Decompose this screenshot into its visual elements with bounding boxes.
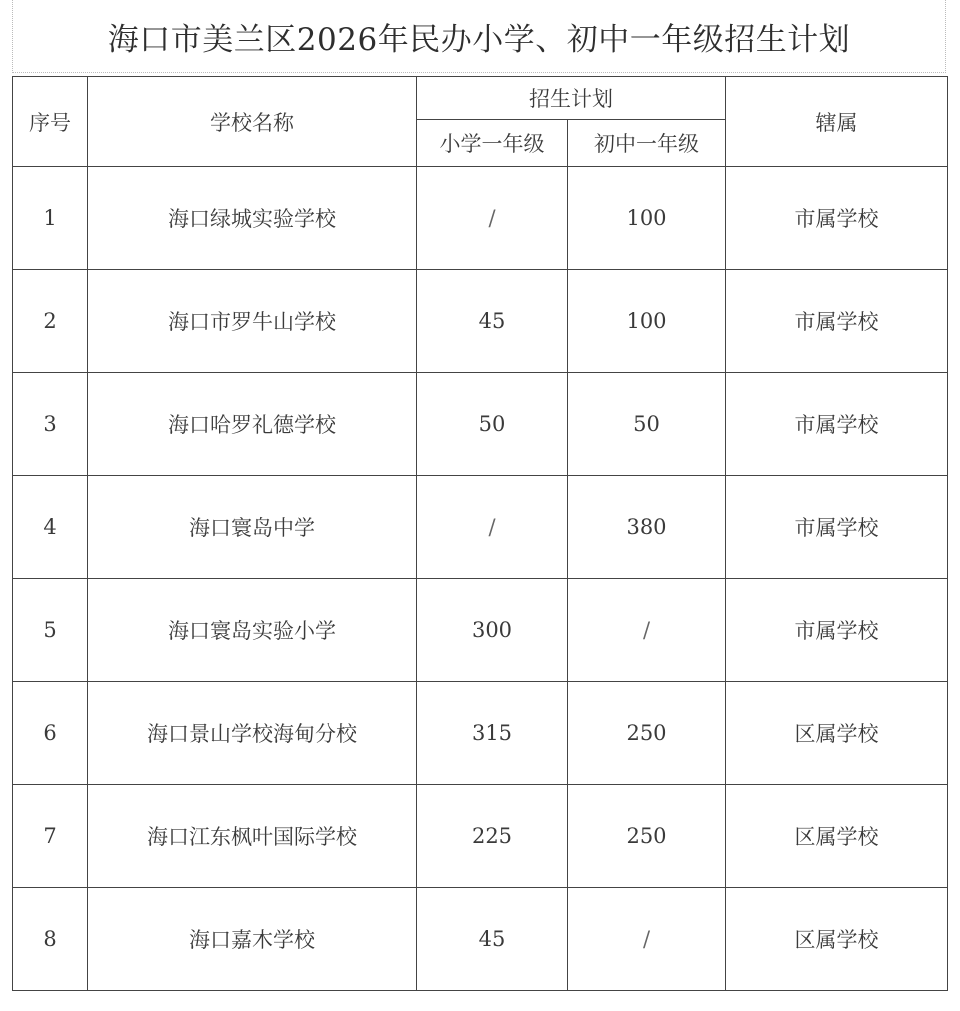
row-school-name: 海口哈罗礼德学校: [88, 373, 417, 476]
row-affiliation: 区属学校: [726, 682, 948, 785]
row-junior-count: /: [568, 888, 726, 991]
table-row: [13, 373, 948, 476]
row-junior-count: 100: [568, 167, 726, 270]
row-index: 3: [13, 373, 88, 476]
table-header-row: [13, 77, 948, 120]
row-affiliation: 区属学校: [726, 888, 948, 991]
row-index: 5: [13, 579, 88, 682]
title-box: [12, 0, 946, 73]
header-school-name: 学校名称: [88, 77, 417, 167]
row-school-name: 海口江东枫叶国际学校: [88, 785, 417, 888]
table-row: [13, 167, 948, 270]
header-junior-grade1: 初中一年级: [568, 120, 726, 167]
row-index: 6: [13, 682, 88, 785]
row-junior-count: 50: [568, 373, 726, 476]
row-primary-count: 45: [417, 888, 568, 991]
header-primary-grade1: 小学一年级: [417, 120, 568, 167]
row-junior-count: 100: [568, 270, 726, 373]
row-school-name: 海口市罗牛山学校: [88, 270, 417, 373]
row-primary-count: 45: [417, 270, 568, 373]
table-row: [13, 682, 948, 785]
row-primary-count: 300: [417, 579, 568, 682]
row-index: 2: [13, 270, 88, 373]
row-index: 7: [13, 785, 88, 888]
row-affiliation: 市属学校: [726, 167, 948, 270]
header-affiliation: 辖属: [726, 77, 948, 167]
row-affiliation: 市属学校: [726, 373, 948, 476]
row-junior-count: /: [568, 579, 726, 682]
table-row: [13, 270, 948, 373]
table-row: [13, 476, 948, 579]
row-affiliation: 区属学校: [726, 785, 948, 888]
row-affiliation: 市属学校: [726, 476, 948, 579]
document-title: 海口市美兰区2026年民办小学、初中一年级招生计划: [107, 22, 851, 58]
table-row: [13, 579, 948, 682]
row-junior-count: 250: [568, 682, 726, 785]
table-row: [13, 888, 948, 991]
row-primary-count: /: [417, 476, 568, 579]
enrollment-plan-table: [12, 76, 948, 991]
row-school-name: 海口寰岛中学: [88, 476, 417, 579]
row-index: 8: [13, 888, 88, 991]
row-primary-count: /: [417, 167, 568, 270]
header-enrollment-plan: 招生计划: [417, 77, 726, 120]
header-index: 序号: [13, 77, 88, 167]
row-school-name: 海口寰岛实验小学: [88, 579, 417, 682]
row-index: 1: [13, 167, 88, 270]
row-primary-count: 50: [417, 373, 568, 476]
row-primary-count: 225: [417, 785, 568, 888]
row-primary-count: 315: [417, 682, 568, 785]
row-junior-count: 380: [568, 476, 726, 579]
table-row: [13, 785, 948, 888]
row-affiliation: 市属学校: [726, 579, 948, 682]
row-index: 4: [13, 476, 88, 579]
row-school-name: 海口景山学校海甸分校: [88, 682, 417, 785]
row-affiliation: 市属学校: [726, 270, 948, 373]
row-school-name: 海口绿城实验学校: [88, 167, 417, 270]
row-junior-count: 250: [568, 785, 726, 888]
row-school-name: 海口嘉木学校: [88, 888, 417, 991]
